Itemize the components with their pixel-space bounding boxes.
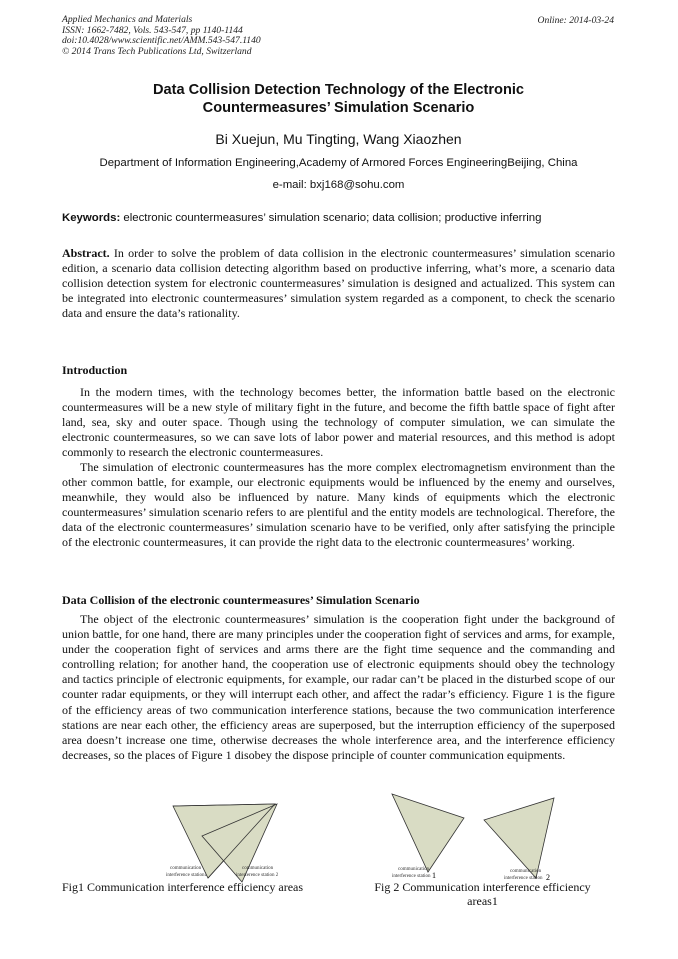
introduction-heading: Introduction <box>62 363 128 377</box>
figure-1-caption: Fig1 Communication interference efficiency areas <box>62 880 304 894</box>
section2-heading: Data Collision of the electronic countermeasures’ Simulation Scenario <box>62 593 420 607</box>
journal-doi: doi:10.4028/www.scientific.net/AMM.543-547.1140 <box>62 35 261 47</box>
introduction-paragraph-1: In the modern times, with the technology becomes better, the information battle based on the electronic countermeasures will be a new style of military fight in the future, and become the fifth battle space of fight after land, sea, sky and outer space. Though using the technology of computer simulation, we can simulate the electronic countermeasures, so we can save lots of labor power and material resources, and this method is adopt commonly to research the electronic countermeasures. <box>62 385 615 460</box>
fig2-efficiency-area-2 <box>484 798 554 878</box>
figure-2-caption-line-2: areas1 <box>467 894 498 908</box>
keywords-label: Keywords: <box>62 212 121 224</box>
paper-authors: Bi Xuejun, Mu Tingting, Wang Xiaozhen <box>215 131 462 147</box>
keywords <box>62 212 615 224</box>
author-affiliation: Department of Information Engineering,Academy of Armored Forces EngineeringBeijing, China <box>99 157 578 169</box>
figure-1 <box>160 796 310 886</box>
title-line-2: Countermeasures’ Simulation Scenario <box>202 100 475 116</box>
fig1-label-1a: communication <box>170 866 202 871</box>
figure-2 <box>386 790 566 885</box>
fig1-label-2b: interference station 2 <box>236 873 279 878</box>
author-email: e-mail: bxj168@sohu.com <box>272 179 405 191</box>
introduction-paragraph-2: The simulation of electronic countermeasures has the more complex electromagnetism environment than the other common battle, for example, our electronic equipments would be influenced by the enemy and ourselves, meanwhile, they would also be influenced by nature. Many kinds of equipments which the electronic countermeasures’ simulation scenario refers to are plentiful and the entity models are technological. Therefore, the data of the electronic countermeasures’ simulation scenario have to be verified, only after satisfying the principle of the electronic countermeasures, it can provide the right data to the electronic countermeasures’ working. <box>62 460 615 550</box>
journal-issn: ISSN: 1662-7482, Vols. 543-547, pp 1140-1144 <box>62 24 243 36</box>
section2-paragraph-1: The object of the electronic countermeasures’ simulation is the cooperation fight under the background of union battle, for one hand, there are many principles under the cooperation fight of services and arms, for example, under the cooperation fight of services and arms there are the fight time sequence and the commanding and controlling relation; for another hand, the cooperation use of electronic equipments should obey the technology and tactics principle of electronic equipments, for example, our radar can’t be placed in the disturbed scope of our counter radar equipments, or they will interrupt each other, and affect the radar’s efficiency. Figure 1 is the figure of the efficiency areas of two communication interference stations, because the two communication interference stations are near each other, the efficiency areas are superposed, but the interruption efficiency of the superposed area doesn’t increase one time, otherwise decreases the whole interference area, and the interference efficiency decreases, so the places of Figure 1 disobey the dispose principle of counter communication equipments. <box>62 612 615 762</box>
fig1-label-2a: communication <box>242 866 274 871</box>
fig2-label-2c: 2 <box>546 873 550 882</box>
fig2-label-2a: communication <box>510 869 542 874</box>
fig2-label-1a: communication <box>398 867 430 872</box>
abstract-text: In order to solve the problem of data collision in the electronic countermeasures’ simulation scenario edition, a scenario data collision detecting algorithm based on productive inferring, what’s more, a scenario data collision detection system for electronic countermeasures’ simulation is designed and actualized. This system can be integrated into electronic countermeasures’ simulation system regarded as a component, to check the scenario data and ensure the data’s rationality. <box>62 246 615 321</box>
journal-name: Applied Mechanics and Materials <box>62 14 193 25</box>
fig2-label-1c: 1 <box>432 871 436 880</box>
abstract-label: Abstract. <box>62 246 110 260</box>
fig1-label-1b: interference station1 <box>166 873 207 878</box>
figure-2-caption <box>350 880 615 908</box>
title-line-1: Data Collision Detection Technology of the Electronic <box>152 82 525 98</box>
journal-copyright: © 2014 Trans Tech Publications Ltd, Switzerland <box>62 45 252 57</box>
journal-header <box>62 15 261 57</box>
online-date: Online: 2014-03-24 <box>537 15 614 26</box>
fig2-label-1b: interference station <box>392 874 431 879</box>
keywords-text: electronic countermeasures’ simulation scenario; data collision; productive inferring <box>120 212 542 224</box>
abstract <box>62 246 615 321</box>
figure-2-caption-line-1: Fig 2 Communication interference efficiency <box>374 880 591 894</box>
fig2-label-2b: interference station <box>504 876 543 881</box>
paper-title <box>62 81 615 117</box>
fig2-efficiency-area-1 <box>392 794 464 872</box>
